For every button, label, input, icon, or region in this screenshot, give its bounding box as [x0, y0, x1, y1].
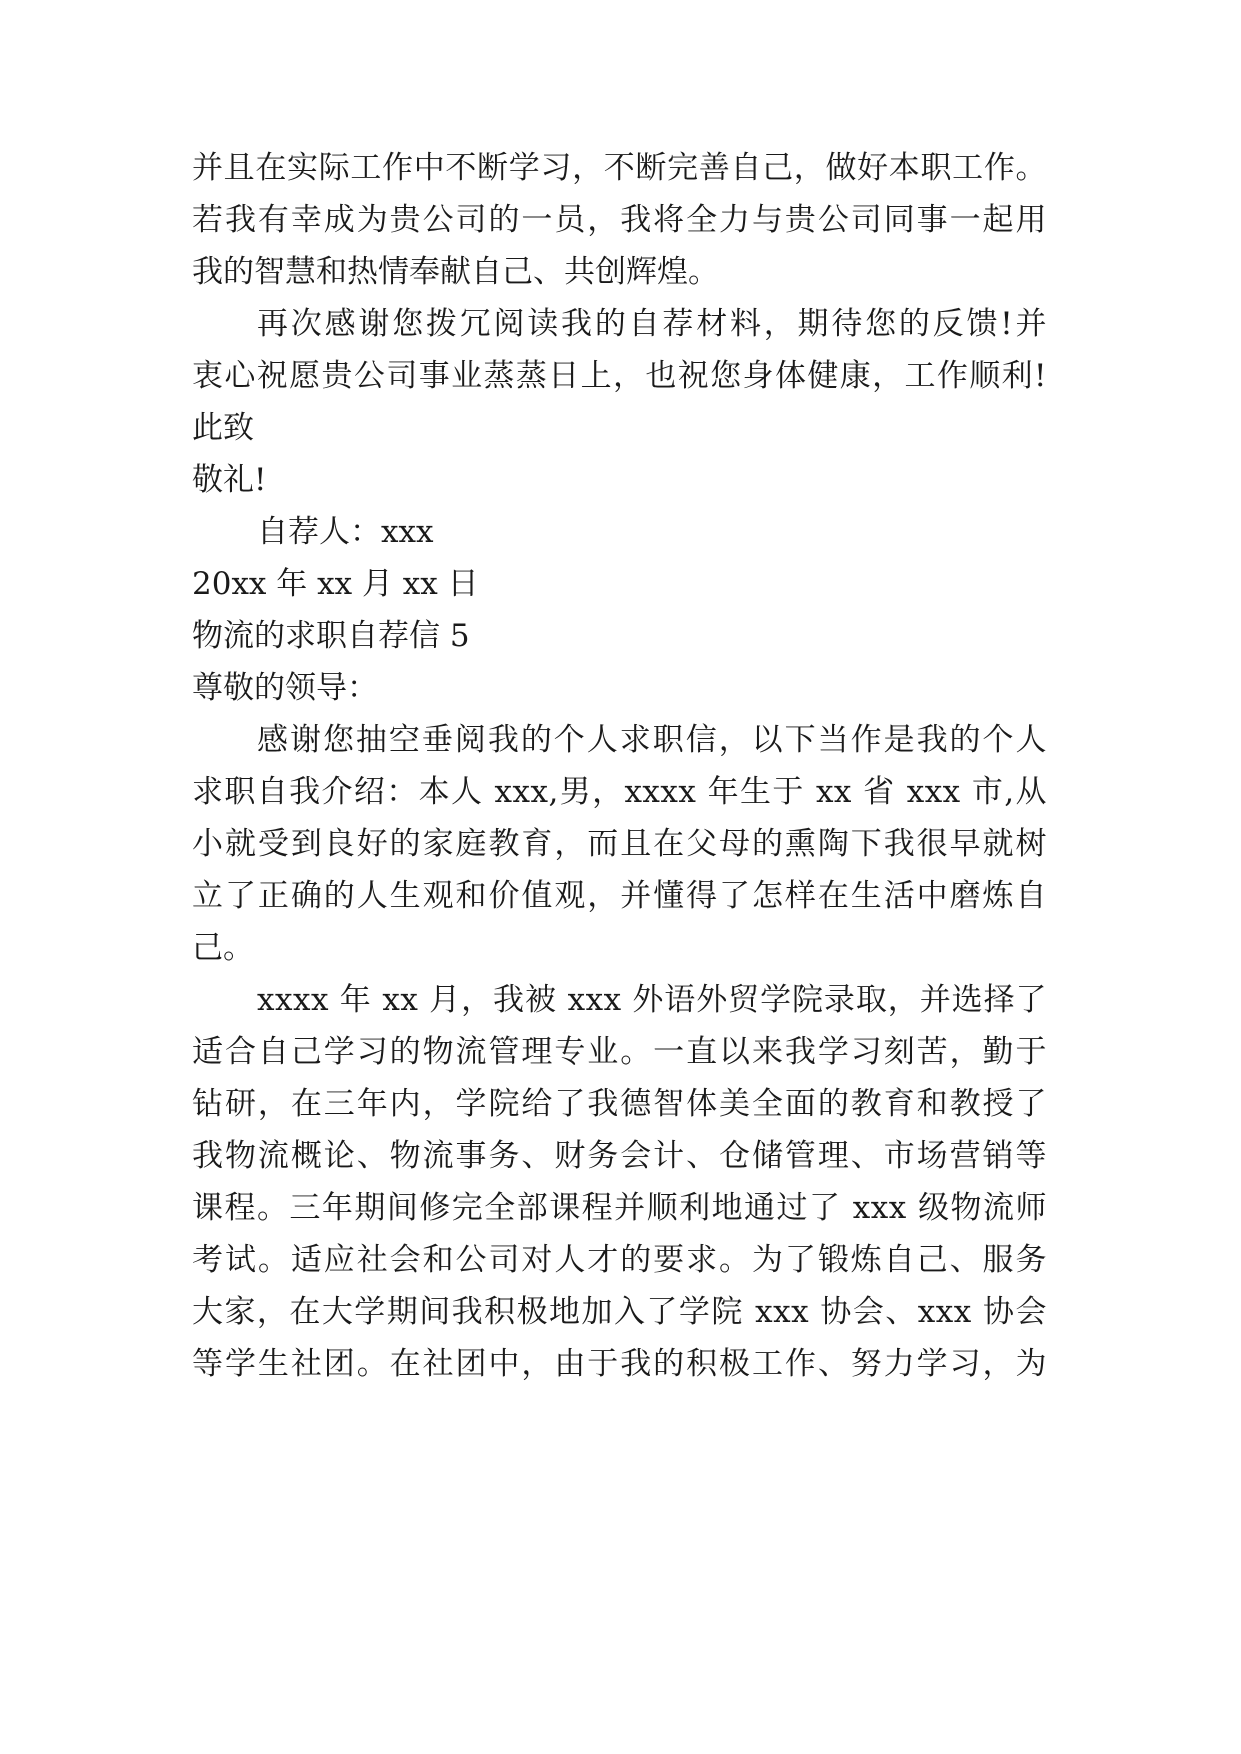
body-text-line: 我的智慧和热情奉献自己、共创辉煌。	[192, 254, 719, 290]
closing-phrase: 此致	[192, 410, 254, 446]
body-text-line: 我物流概论、物流事务、财务会计、仓储管理、市场营销等	[192, 1138, 1047, 1174]
body-text-line: 课程。三年期间修完全部课程并顺利地通过了 xxx 级物流师	[192, 1190, 1047, 1226]
body-text-line: 钻研，在三年内，学院给了我德智体美全面的教育和教授了	[192, 1086, 1047, 1122]
body-text-line: 己。	[192, 930, 254, 966]
body-text-line: 等学生社团。在社团中，由于我的积极工作、努力学习，为	[192, 1346, 1047, 1382]
paragraph-first-line: 感谢您抽空垂阅我的个人求职信，以下当作是我的个人	[257, 722, 1047, 758]
salutation-closing: 敬礼!	[192, 462, 267, 498]
body-text-line: 并且在实际工作中不断学习，不断完善自己，做好本职工作。	[192, 150, 1047, 186]
body-text-line: 考试。适应社会和公司对人才的要求。为了锻炼自己、服务	[192, 1242, 1047, 1278]
body-text-line: 衷心祝愿贵公司事业蒸蒸日上，也祝您身体健康，工作顺利!	[192, 358, 1047, 394]
body-text-line: 小就受到良好的家庭教育，而且在父母的熏陶下我很早就树	[192, 826, 1047, 862]
section-title: 物流的求职自荐信 5	[192, 618, 470, 654]
paragraph-first-line: xxxx 年 xx 月，我被 xxx 外语外贸学院录取，并选择了	[257, 982, 1047, 1018]
body-text-line: 若我有幸成为贵公司的一员，我将全力与贵公司同事一起用	[192, 202, 1047, 238]
date-line: 20xx 年 xx 月 xx 日	[192, 566, 479, 602]
body-text-line: 大家，在大学期间我积极地加入了学院 xxx 协会、xxx 协会	[192, 1294, 1047, 1330]
paragraph-first-line: 再次感谢您拨冗阅读我的自荐材料，期待您的反馈!并	[257, 306, 1047, 342]
greeting: 尊敬的领导：	[192, 670, 378, 706]
body-text-line: 适合自己学习的物流管理专业。一直以来我学习刻苦，勤于	[192, 1034, 1047, 1070]
body-text-line: 求职自我介绍：本人 xxx,男，xxxx 年生于 xx 省 xxx 市,从	[192, 774, 1047, 810]
body-text-line: 立了正确的人生观和价值观，并懂得了怎样在生活中磨炼自	[192, 878, 1047, 914]
signature-line: 自荐人：xxx	[257, 514, 434, 550]
